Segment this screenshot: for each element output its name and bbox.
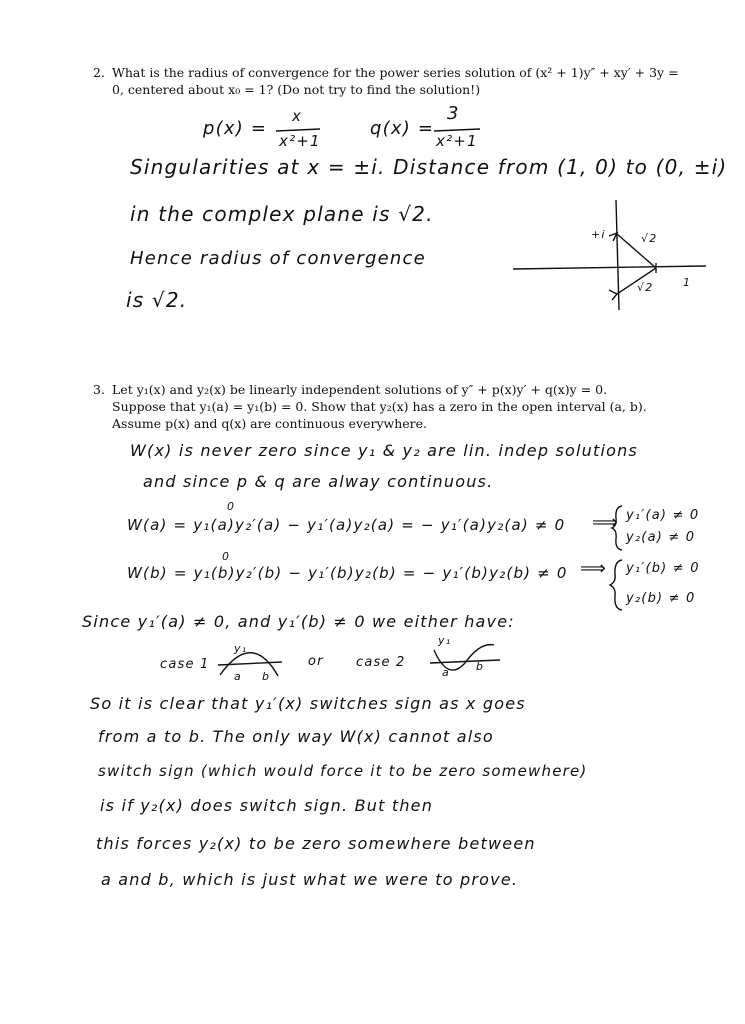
case-2-b-label: b [476, 660, 485, 673]
sketch-tick-label: 1 [683, 276, 692, 289]
solution-2-line-4: is √2. [126, 288, 188, 312]
solution-3-line-1: W(x) is never zero since y₁ & y₂ are lin. indep solutions [130, 441, 638, 460]
brace-b-line-1: y₁′(b) ≠ 0 [626, 561, 700, 576]
sketch-top-distance: √2 [641, 232, 658, 245]
solution-3-wronskian-b: W(b) = y₁(b)y₂′(b) − y₁′(b)y₂(b) = − y₁′(b)y₂(b) ≠ 0 [127, 564, 568, 582]
sketch-bottom-distance: √2 [637, 281, 654, 294]
case-1-a-label: a [234, 670, 242, 683]
case-2-label: case 2 [356, 655, 406, 670]
solution-3-line-9: is if y₂(x) does switch sign. But then [100, 796, 434, 815]
case-1-b-label: b [262, 670, 271, 683]
problem-3-text-line-1: Let y₁(x) and y₂(x) be linearly independent solutions of y″ + p(x)y′ + q(x)y = 0. [112, 382, 608, 397]
solution-3-line-6: So it is clear that y₁′(x) switches sign as x goes [90, 694, 526, 713]
problem-2-number: 2. [93, 65, 105, 80]
implies-arrow-a: ⟹ [592, 512, 620, 533]
solution-3-line-11: a and b, which is just what we were to prove. [101, 870, 519, 889]
implies-arrow-b: ⟹ [580, 558, 608, 579]
solution-3-line-5: Since y₁′(a) ≠ 0, and y₁′(b) ≠ 0 we either have: [82, 612, 515, 631]
solution-2-line-3: Hence radius of convergence [130, 248, 426, 269]
problem-2-text-line-1: What is the radius of convergence for the power series solution of (x² + 1)y″ + xy′ + 3y = [112, 65, 679, 80]
solution-2-line-1: Singularities at x = ±i. Distance from (1, 0) to (0, ±i) [130, 155, 728, 179]
brace-a-line-1: y₁′(a) ≠ 0 [626, 508, 700, 523]
zero-mark-b: 0 [222, 550, 231, 563]
case-2-curve-label: y₁ [438, 634, 452, 647]
solution-3-line-7: from a to b. The only way W(x) cannot also [98, 727, 494, 746]
brace-b-line-2: y₂(b) ≠ 0 [626, 591, 696, 606]
solution-2-line-2: in the complex plane is √2. [130, 202, 434, 226]
q-numerator: 3 [447, 103, 460, 124]
p-numerator: x [292, 107, 303, 125]
case-1-curve-label: y₁ [234, 642, 248, 655]
case-1-label: case 1 [160, 657, 210, 672]
solution-3-line-8: switch sign (which would force it to be zero somewhere) [98, 762, 588, 780]
problem-3-text-line-2: Suppose that y₁(a) = y₁(b) = 0. Show that y₂(x) has a zero in the open interval (a, b). [112, 399, 647, 414]
p-definition: p(x) = [203, 118, 268, 139]
problem-2-text-line-2: 0, centered about x₀ = 1? (Do not try to find the solution!) [112, 82, 481, 97]
brace-a-line-2: y₂(a) ≠ 0 [626, 530, 696, 545]
p-denominator: x²+1 [279, 132, 321, 150]
case-2-a-label: a [442, 666, 450, 679]
zero-mark-a: 0 [227, 500, 236, 513]
sketch-plus-i-label: +i [591, 228, 606, 241]
or-label: or [308, 654, 324, 669]
q-denominator: x²+1 [436, 132, 478, 150]
q-definition: q(x) = [370, 118, 435, 139]
solution-3-line-10: this forces y₂(x) to be zero somewhere between [96, 834, 536, 853]
solution-3-line-2: and since p & q are alway continuous. [143, 472, 494, 491]
problem-3-number: 3. [93, 382, 105, 397]
solution-3-wronskian-a: W(a) = y₁(a)y₂′(a) − y₁′(a)y₂(a) = − y₁′(a)y₂(a) ≠ 0 [127, 516, 566, 534]
problem-3-text-line-3: Assume p(x) and q(x) are continuous everywhere. [112, 416, 428, 431]
